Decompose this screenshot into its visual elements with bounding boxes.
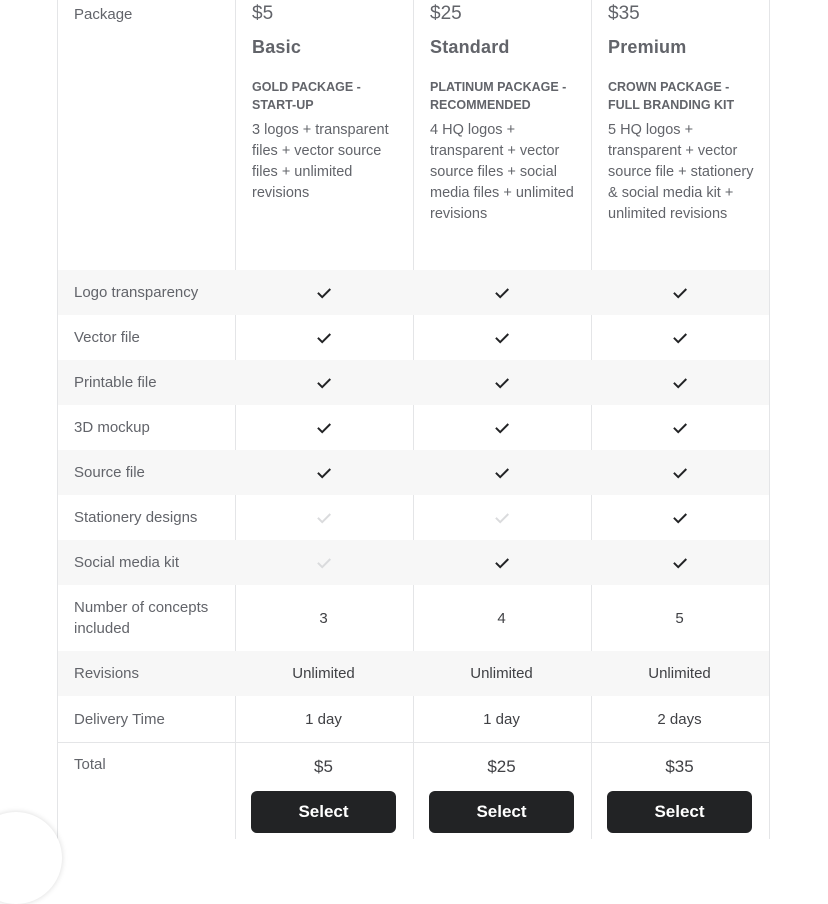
package-name: Standard xyxy=(430,37,510,57)
package-comparison-table xyxy=(57,0,770,839)
feature-value: 4 xyxy=(497,609,506,627)
check-icon xyxy=(235,315,412,360)
feature-value: 2 days xyxy=(657,710,702,728)
feature-label: Delivery Time xyxy=(74,710,165,728)
check-icon xyxy=(235,360,412,405)
feature-row xyxy=(58,696,769,742)
check-icon xyxy=(591,360,768,405)
feature-row xyxy=(58,315,769,360)
package-price: $25 xyxy=(430,3,462,24)
check-icon xyxy=(591,270,768,315)
feature-row xyxy=(58,360,769,405)
feature-value: 5 xyxy=(675,609,684,627)
select-standard-button[interactable]: Select xyxy=(429,791,574,833)
feature-row xyxy=(58,450,769,495)
feature-row xyxy=(58,585,769,651)
feature-row xyxy=(58,540,769,585)
feature-value: 1 day xyxy=(305,710,342,728)
feature-value: Unlimited xyxy=(648,665,711,682)
check-icon xyxy=(591,495,768,540)
feature-label: Social media kit xyxy=(74,554,180,571)
feature-label: 3D mockup xyxy=(74,419,150,436)
check-icon xyxy=(413,270,590,315)
feature-label: Stationery designs xyxy=(74,509,198,526)
package-name: Premium xyxy=(608,37,687,57)
feature-value: 1 day xyxy=(483,710,520,728)
check-icon xyxy=(413,495,590,540)
total-row xyxy=(58,742,769,840)
check-icon xyxy=(413,315,590,360)
total-price: $25 xyxy=(487,757,516,776)
check-icon xyxy=(591,450,768,495)
check-icon xyxy=(235,270,412,315)
feature-label: Logo transparency xyxy=(74,284,199,301)
feature-row xyxy=(58,405,769,450)
total-price: $5 xyxy=(314,757,333,776)
check-icon xyxy=(235,540,412,585)
check-icon xyxy=(591,405,768,450)
feature-label: Vector file xyxy=(74,329,140,346)
feature-value: Unlimited xyxy=(292,665,355,682)
check-icon xyxy=(413,405,590,450)
check-icon xyxy=(413,450,590,495)
check-icon xyxy=(235,495,412,540)
total-price: $35 xyxy=(665,757,694,776)
feature-label: Number of concepts included xyxy=(74,599,209,637)
package-price: $35 xyxy=(608,3,640,24)
check-icon xyxy=(591,540,768,585)
feature-value: Unlimited xyxy=(470,665,533,682)
feature-row xyxy=(58,651,769,696)
package-header-label: Package xyxy=(74,6,133,23)
feature-label: Revisions xyxy=(74,665,140,682)
package-description: 3 logos + transparent files + vector source files + unlimited revisions xyxy=(252,122,389,201)
select-basic-button[interactable]: Select xyxy=(251,791,396,833)
check-icon xyxy=(413,360,590,405)
package-subtitle: GOLD PACKAGE - START-UP xyxy=(252,80,361,112)
package-description: 4 HQ logos + transparent + vector source files + social media files + unlimited revisions xyxy=(430,122,574,222)
feature-row xyxy=(58,495,769,540)
package-name: Basic xyxy=(252,37,302,57)
check-icon xyxy=(413,540,590,585)
package-price: $5 xyxy=(252,3,274,24)
check-icon xyxy=(591,315,768,360)
select-premium-button[interactable]: Select xyxy=(607,791,752,833)
feature-value: 3 xyxy=(319,609,328,627)
check-icon xyxy=(235,450,412,495)
feature-label: Printable file xyxy=(74,374,157,391)
check-icon xyxy=(235,405,412,450)
feature-row xyxy=(58,270,769,315)
package-subtitle: CROWN PACKAGE - FULL BRANDING KIT xyxy=(608,80,735,112)
floating-chat-bubble[interactable] xyxy=(0,812,62,904)
feature-label: Source file xyxy=(74,464,145,481)
package-header-row xyxy=(58,0,769,270)
package-description: 5 HQ logos + transparent + vector source file + stationery & social media kit + unlimited revisions xyxy=(608,122,754,222)
package-subtitle: PLATINUM PACKAGE - RECOMMENDED xyxy=(430,80,567,112)
total-label: Total xyxy=(74,756,106,773)
